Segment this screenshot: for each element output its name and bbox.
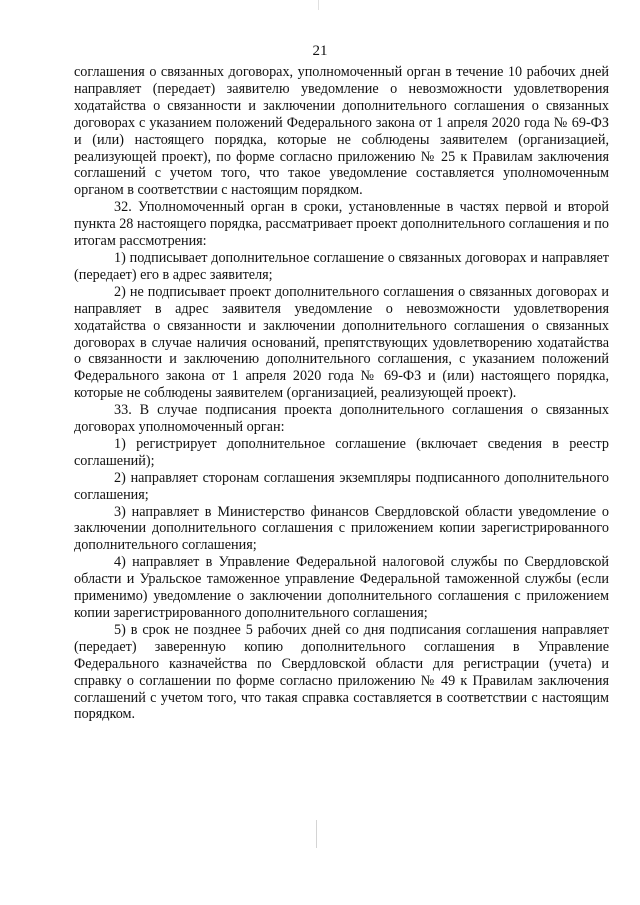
paragraph-item-33-5: 5) в срок не позднее 5 рабочих дней со дня подписания соглашения направляет (передает) заверенную копию дополнительного соглашения в Управление Федерального казначейства по Свердловской области для регистрации (учета) и справку о соглашении по форме согласно приложению № 49 к Правилам заключения соглашений с учетом того, что такая справка составляется в соответствии с настоящим порядком. xyxy=(74,621,609,723)
paragraph-item-32-1: 1) подписывает дополнительное соглашение о связанных договорах и направляет (передает) его в адрес заявителя; xyxy=(74,249,609,283)
paragraph-item-33-2: 2) направляет сторонам соглашения экземпляры подписанного дополнительного соглашения; xyxy=(74,469,609,503)
paragraph-item-32-2: 2) не подписывает проект дополнительного соглашения о связанных договорах и направляет в адрес заявителя уведомление о невозможности удовлетворения ходатайства о связанности и заключении дополнительного соглашения о связанных договорах в случае наличия оснований, препятствующих удовлетворению ходатайства о связанности и заключению дополнительного соглашения, с указанием положений Федерального закона от 1 апреля 2020 года № 69-ФЗ и (или) настоящего порядка, которые не соблюдены заявителем (организацией, реализующей проект). xyxy=(74,283,609,402)
paragraph-item-32: 32. Уполномоченный орган в сроки, установленные в частях первой и второй пункта 28 настоящего порядка, рассматривает проект дополнительного соглашения и по итогам рассмотрения: xyxy=(74,199,609,250)
body-text xyxy=(74,64,609,723)
page-number: 21 xyxy=(312,43,328,59)
scan-mark xyxy=(318,0,319,10)
scan-fold-mark xyxy=(316,820,317,848)
paragraph-continuation: соглашения о связанных договорах, уполномоченный орган в течение 10 рабочих дней направляет (передает) заявителю уведомление о невозможности удовлетворения ходатайства о связанности и заключении дополнительного соглашения о связанных договорах с указанием положений Федерального закона от 1 апреля 2020 года № 69-ФЗ и (или) настоящего порядка, которые не соблюдены заявителем (организацией, реализующей проект), по форме согласно приложению № 25 к Правилам заключения соглашений с учетом того, что такое уведомление составляется уполномоченным органом в соответствии с настоящим порядком. xyxy=(74,64,609,199)
paragraph-item-33: 33. В случае подписания проекта дополнительного соглашения о связанных договорах уполномоченный орган: xyxy=(74,402,609,436)
paragraph-item-33-3: 3) направляет в Министерство финансов Свердловской области уведомление о заключении дополнительного соглашения с приложением копии зарегистрированного дополнительного соглашения; xyxy=(74,503,609,554)
paragraph-item-33-1: 1) регистрирует дополнительное соглашение (включает сведения в реестр соглашений); xyxy=(74,435,609,469)
paragraph-item-33-4: 4) направляет в Управление Федеральной налоговой службы по Свердловской области и Уральское таможенное управление Федеральной таможенной службы (если применимо) уведомление о заключении дополнительного соглашения с приложением копии зарегистрированного дополнительного соглашения; xyxy=(74,554,609,621)
